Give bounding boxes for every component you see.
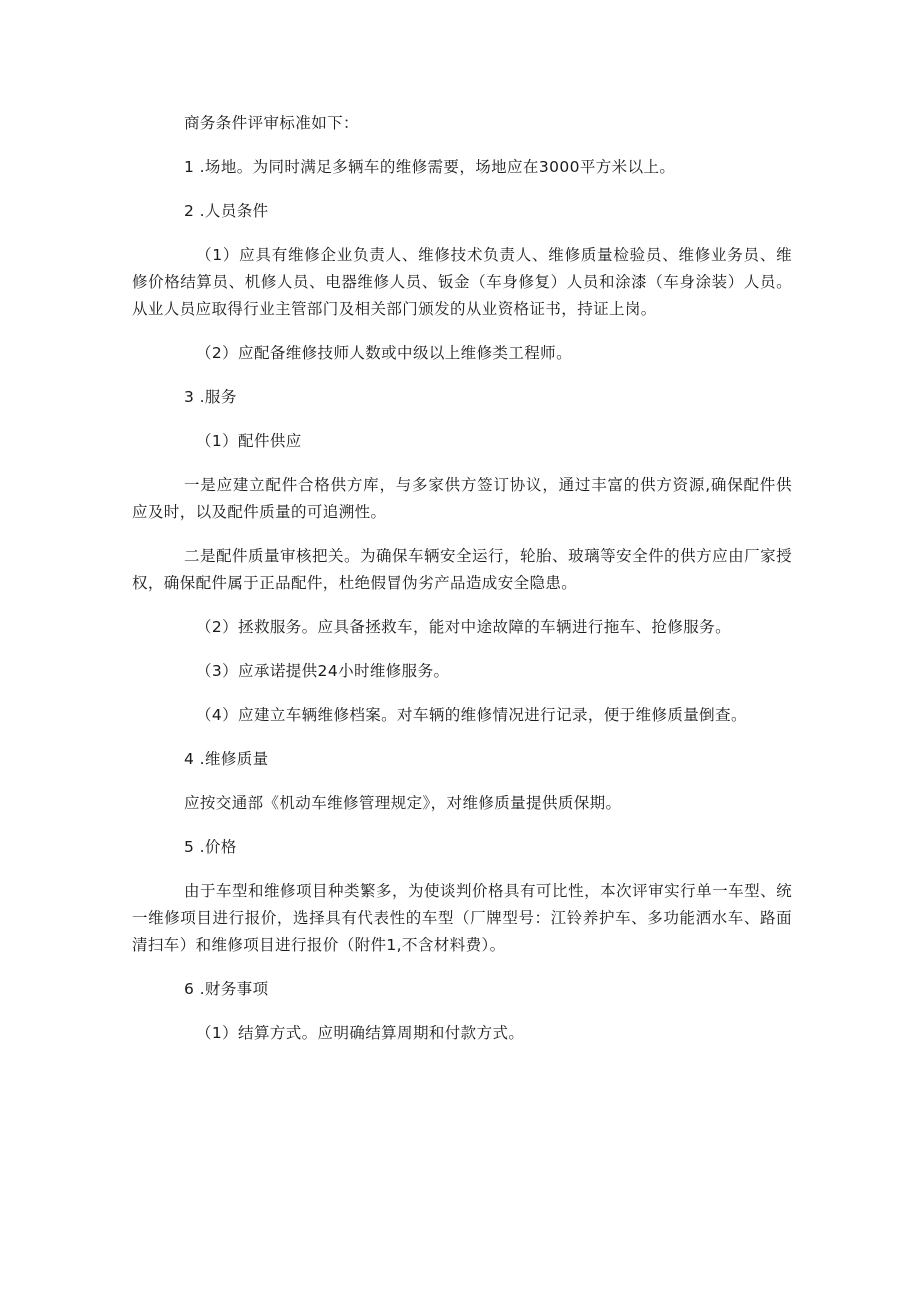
personnel-requirement-1: （1）应具有维修企业负责人、维修技术负责人、维修质量检验员、维修业务员、维修价格结算员、机修人员、电器维修人员、钣金（车身修复）人员和涂漆（车身涂装）人员。从业人员应取得行业主管部门及相关部门颁发的从业资格证书，持证上岗。 <box>132 246 792 318</box>
item-site: 1 .场地。为同时满足多辆车的维修需要，场地应在3000平方米以上。 <box>184 158 676 176</box>
section-heading-finance: 6 .财务事项 <box>184 980 269 998</box>
service-parts-supply: （1）配件供应 <box>196 432 302 450</box>
section-heading-service: 3 .服务 <box>184 388 237 406</box>
service-24h: （3）应承诺提供24小时维修服务。 <box>196 662 450 680</box>
price-requirement: 由于车型和维修项目种类繁多，为使谈判价格具有可比性，本次评审实行单一车型、统一维修项目进行报价，选择具有代表性的车型（厂牌型号：江铃养护车、多功能洒水车、路面清扫车）和维修项目进行报价（附件1,不含材料费）。 <box>132 882 792 954</box>
personnel-requirement-2: （2）应配备维修技师人数或中级以上维修类工程师。 <box>196 344 572 362</box>
parts-supply-point-1: 一是应建立配件合格供方库，与多家供方签订协议，通过丰富的供方资源,确保配件供应及时，以及配件质量的可追溯性。 <box>132 476 792 521</box>
quality-requirement: 应按交通部《机动车维修管理规定》，对维修质量提供质保期。 <box>184 794 622 812</box>
parts-supply-point-2: 二是配件质量审核把关。为确保车辆安全运行，轮胎、玻璃等安全件的供方应由厂家授权，确保配件属于正品配件，杜绝假冒伪劣产品造成安全隐患。 <box>132 547 792 592</box>
document-body <box>132 110 792 1064</box>
finance-settlement: （1）结算方式。应明确结算周期和付款方式。 <box>196 1024 525 1042</box>
service-rescue: （2）拯救服务。应具备拯救车，能对中途故障的车辆进行拖车、抢修服务。 <box>196 618 731 636</box>
intro-heading: 商务条件评审标准如下： <box>184 114 359 132</box>
service-records: （4）应建立车辆维修档案。对车辆的维修情况进行记录，便于维修质量倒查。 <box>196 706 747 724</box>
section-heading-quality: 4 .维修质量 <box>184 750 269 768</box>
section-heading-personnel: 2 .人员条件 <box>184 202 269 220</box>
section-heading-price: 5 .价格 <box>184 838 237 856</box>
